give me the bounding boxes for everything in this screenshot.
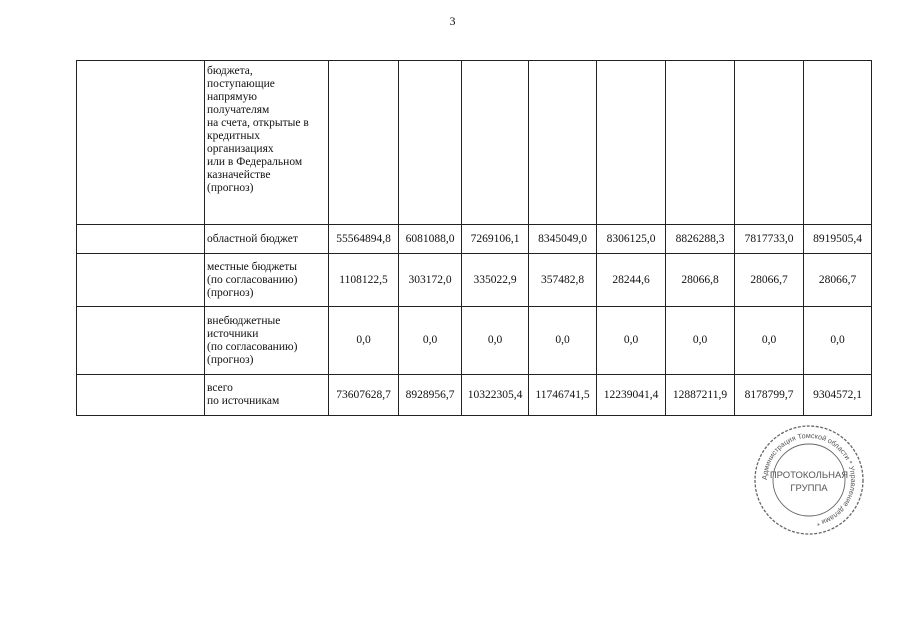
value-cell: 8306125,0 bbox=[597, 225, 666, 254]
value-cell: 8345049,0 bbox=[529, 225, 597, 254]
value-cell: 0,0 bbox=[804, 307, 872, 375]
value-cell: 8826288,3 bbox=[666, 225, 735, 254]
value-cell bbox=[399, 61, 462, 225]
row-label: местные бюджеты (по согласованию) (прогноз) bbox=[205, 254, 329, 307]
row-label: областной бюджет bbox=[205, 225, 329, 254]
value-cell: 28066,7 bbox=[735, 254, 804, 307]
budget-table bbox=[76, 60, 872, 416]
program-cell bbox=[77, 254, 205, 307]
value-cell: 6081088,0 bbox=[399, 225, 462, 254]
value-cell: 7817733,0 bbox=[735, 225, 804, 254]
value-cell bbox=[666, 61, 735, 225]
value-cell: 1108122,5 bbox=[329, 254, 399, 307]
value-cell: 9304572,1 bbox=[804, 375, 872, 416]
official-stamp bbox=[753, 424, 865, 536]
value-cell: 7269106,1 bbox=[462, 225, 529, 254]
value-cell: 8928956,7 bbox=[399, 375, 462, 416]
value-cell: 0,0 bbox=[462, 307, 529, 375]
program-cell bbox=[77, 61, 205, 225]
value-cell: 10322305,4 bbox=[462, 375, 529, 416]
stamp-center-line1: ПРОТОКОЛЬНАЯ bbox=[769, 470, 849, 481]
program-cell bbox=[77, 375, 205, 416]
stamp-center-line2: ГРУППА bbox=[790, 483, 828, 494]
value-cell: 357482,8 bbox=[529, 254, 597, 307]
value-cell bbox=[804, 61, 872, 225]
table-row bbox=[77, 254, 872, 307]
value-cell: 12239041,4 bbox=[597, 375, 666, 416]
table-row bbox=[77, 375, 872, 416]
value-cell: 28066,8 bbox=[666, 254, 735, 307]
value-cell: 0,0 bbox=[399, 307, 462, 375]
program-cell bbox=[77, 307, 205, 375]
value-cell: 73607628,7 bbox=[329, 375, 399, 416]
value-cell: 0,0 bbox=[529, 307, 597, 375]
value-cell bbox=[735, 61, 804, 225]
row-label: всего по источникам bbox=[205, 375, 329, 416]
row-label: бюджета, поступающие напрямую получателям на счета, открытые в кредитных организациях или в Федеральном казначействе (прогноз) bbox=[205, 61, 329, 225]
stamp-ring-text: Администрация Томской области * Управление делами * bbox=[759, 430, 859, 529]
value-cell: 0,0 bbox=[329, 307, 399, 375]
value-cell: 28244,6 bbox=[597, 254, 666, 307]
value-cell: 0,0 bbox=[597, 307, 666, 375]
table-row bbox=[77, 225, 872, 254]
table-row bbox=[77, 61, 872, 225]
value-cell: 12887211,9 bbox=[666, 375, 735, 416]
row-label: внебюджетные источники (по согласованию) (прогноз) bbox=[205, 307, 329, 375]
value-cell: 0,0 bbox=[735, 307, 804, 375]
value-cell: 0,0 bbox=[666, 307, 735, 375]
value-cell: 8919505,4 bbox=[804, 225, 872, 254]
table-row bbox=[77, 307, 872, 375]
page-number: 3 bbox=[449, 14, 456, 28]
program-cell bbox=[77, 225, 205, 254]
value-cell bbox=[462, 61, 529, 225]
value-cell: 303172,0 bbox=[399, 254, 462, 307]
value-cell bbox=[529, 61, 597, 225]
value-cell: 11746741,5 bbox=[529, 375, 597, 416]
value-cell: 335022,9 bbox=[462, 254, 529, 307]
value-cell: 55564894,8 bbox=[329, 225, 399, 254]
value-cell bbox=[329, 61, 399, 225]
value-cell: 28066,7 bbox=[804, 254, 872, 307]
value-cell bbox=[597, 61, 666, 225]
value-cell: 8178799,7 bbox=[735, 375, 804, 416]
